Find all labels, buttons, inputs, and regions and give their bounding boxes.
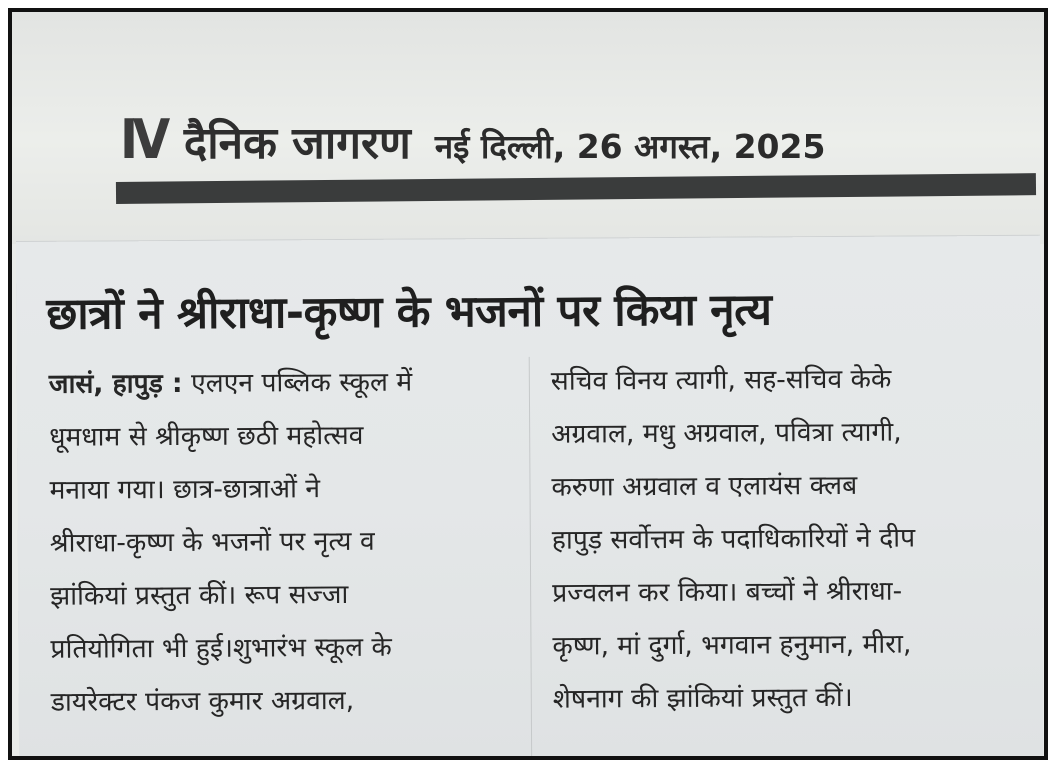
article-line <box>49 355 519 411</box>
article-column-right <box>551 352 1033 726</box>
article-line: झांकियां प्रस्तुत कीं। रूप सज्जा <box>50 578 349 612</box>
column-divider <box>529 357 532 757</box>
masthead-strip <box>12 12 1044 244</box>
article-line: करुणा अग्रवाल व एलायंस क्लब <box>551 469 858 503</box>
article-column-left <box>49 355 521 729</box>
article-line: मनाया गया। छात्र-छात्राओं ने <box>49 473 321 506</box>
page-number: IV <box>120 108 165 171</box>
article-line-text: एलएन पब्लिक स्कूल में <box>182 366 413 399</box>
dateline: नई दिल्ली, 26 अगस्त, 2025 <box>434 127 826 166</box>
article-line: धूमधाम से श्रीकृष्ण छठी महोत्सव <box>49 419 364 453</box>
article-line: कृष्ण, मां दुर्गा, भगवान हनुमान, मीरा, <box>552 628 912 662</box>
article-line: प्रतियोगिता भी हुई।शुभारंभ स्कूल के <box>50 631 392 665</box>
article-line: श्रीराधा-कृष्ण के भजनों पर नृत्य व <box>49 525 375 559</box>
newspaper-clipping <box>8 8 1048 760</box>
article-byline: जासं, हापुड़ : <box>48 367 183 400</box>
article-line: शेषनाग की झांकियां प्रस्तुत कीं। <box>552 681 853 715</box>
newspaper-name: दैनिक जागरण <box>183 118 411 169</box>
article-line: हापुड़ सर्वोत्तम के पदाधिकारियों ने दीप <box>551 522 916 556</box>
article-line: सचिव विनय त्यागी, सह-सचिव केके <box>550 363 892 397</box>
article-line: प्रज्वलन कर किया। बच्चों ने श्रीराधा- <box>552 575 903 609</box>
article-clipping <box>16 236 1043 760</box>
article-headline: छात्रों ने श्रीराधा-कृष्ण के भजनों पर किया नृत्य <box>46 284 772 340</box>
article-line: डायरेक्टर पंकज कुमार अग्रवाल, <box>50 684 355 718</box>
article-line: अग्रवाल, मधु अग्रवाल, पवित्रा त्यागी, <box>551 416 902 450</box>
masthead <box>120 108 825 178</box>
